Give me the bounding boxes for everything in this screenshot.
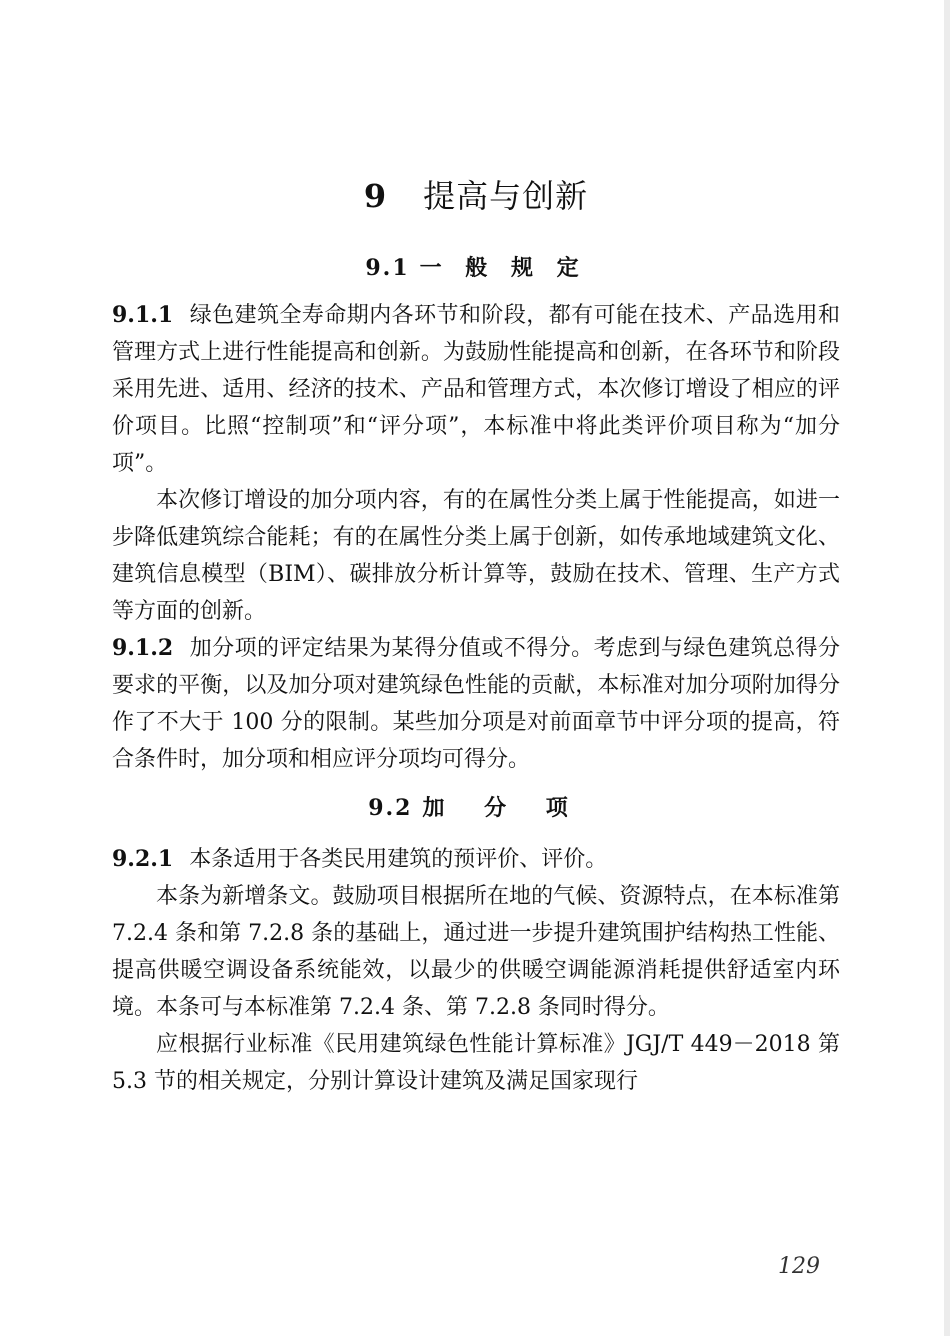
chapter-title-text: 提高与创新 bbox=[423, 177, 589, 215]
page-number: 129 bbox=[778, 1254, 820, 1279]
clause-number: 9.1.2 bbox=[112, 635, 174, 661]
clause-9-1-1 bbox=[112, 297, 840, 482]
clause-9-2-1 bbox=[112, 841, 840, 878]
clause-number: 9.2.1 bbox=[112, 846, 174, 872]
clause-9-2-1-paragraph-3: 应根据行业标准《民用建筑绿色性能计算标准》JGJ/T 449－2018 第 5.3 节的相关规定，分别计算设计建筑及满足国家现行 bbox=[112, 1032, 840, 1094]
clause-text: 本条适用于各类民用建筑的预评价、评价。 bbox=[189, 847, 608, 872]
section-title-9-1 bbox=[112, 250, 840, 287]
section-title-9-2 bbox=[112, 790, 840, 827]
chapter-title bbox=[112, 172, 840, 220]
clause-9-1-1-paragraph-2: 本次修订增设的加分项内容，有的在属性分类上属于性能提高，如进一步降低建筑综合能耗；有的在属性分类上属于创新，如传承地域建筑文化、建筑信息模型（BIM）、碳排放分析计算等，鼓励在技术、管理、生产方式等方面的创新。 bbox=[112, 488, 840, 624]
section-number: 9.1 bbox=[365, 255, 410, 281]
clause-number: 9.1.1 bbox=[112, 302, 174, 328]
section-title-text: 一 般 规 定 bbox=[419, 255, 587, 281]
section-title-text: 加 分 项 bbox=[422, 795, 584, 821]
chapter-number: 9 bbox=[363, 177, 388, 215]
clause-9-1-2 bbox=[112, 630, 840, 778]
clause-text: 加分项的评定结果为某得分值或不得分。考虑到与绿色建筑总得分要求的平衡，以及加分项对建筑绿色性能的贡献，本标准对加分项附加得分作了不大于 100 分的限制。某些加分项是对前面章节中评分项的提高，符合条件时，加分项和相应评分项均可得分。 bbox=[112, 636, 840, 772]
clause-9-2-1-paragraph-2: 本条为新增条文。鼓励项目根据所在地的气候、资源特点，在本标准第 7.2.4 条和第 7.2.8 条的基础上，通过进一步提升建筑围护结构热工性能、提高供暖空调设备系统能效，以最少的供暖空调能源消耗提供舒适室内环境。本条可与本标准第 7.2.4 条、第 7.2.8 条同时得分。 bbox=[112, 884, 840, 1020]
page-edge-shadow bbox=[944, 0, 950, 1336]
clause-text: 绿色建筑全寿命期内各环节和阶段，都有可能在技术、产品选用和管理方式上进行性能提高和创新。为鼓励性能提高和创新，在各环节和阶段采用先进、适用、经济的技术、产品和管理方式，本次修订增设了相应的评价项目。比照“控制项”和“评分项”，本标准中将此类评价项目称为“加分项”。 bbox=[112, 303, 840, 476]
page-content bbox=[112, 160, 840, 1100]
section-number: 9.2 bbox=[368, 795, 413, 821]
